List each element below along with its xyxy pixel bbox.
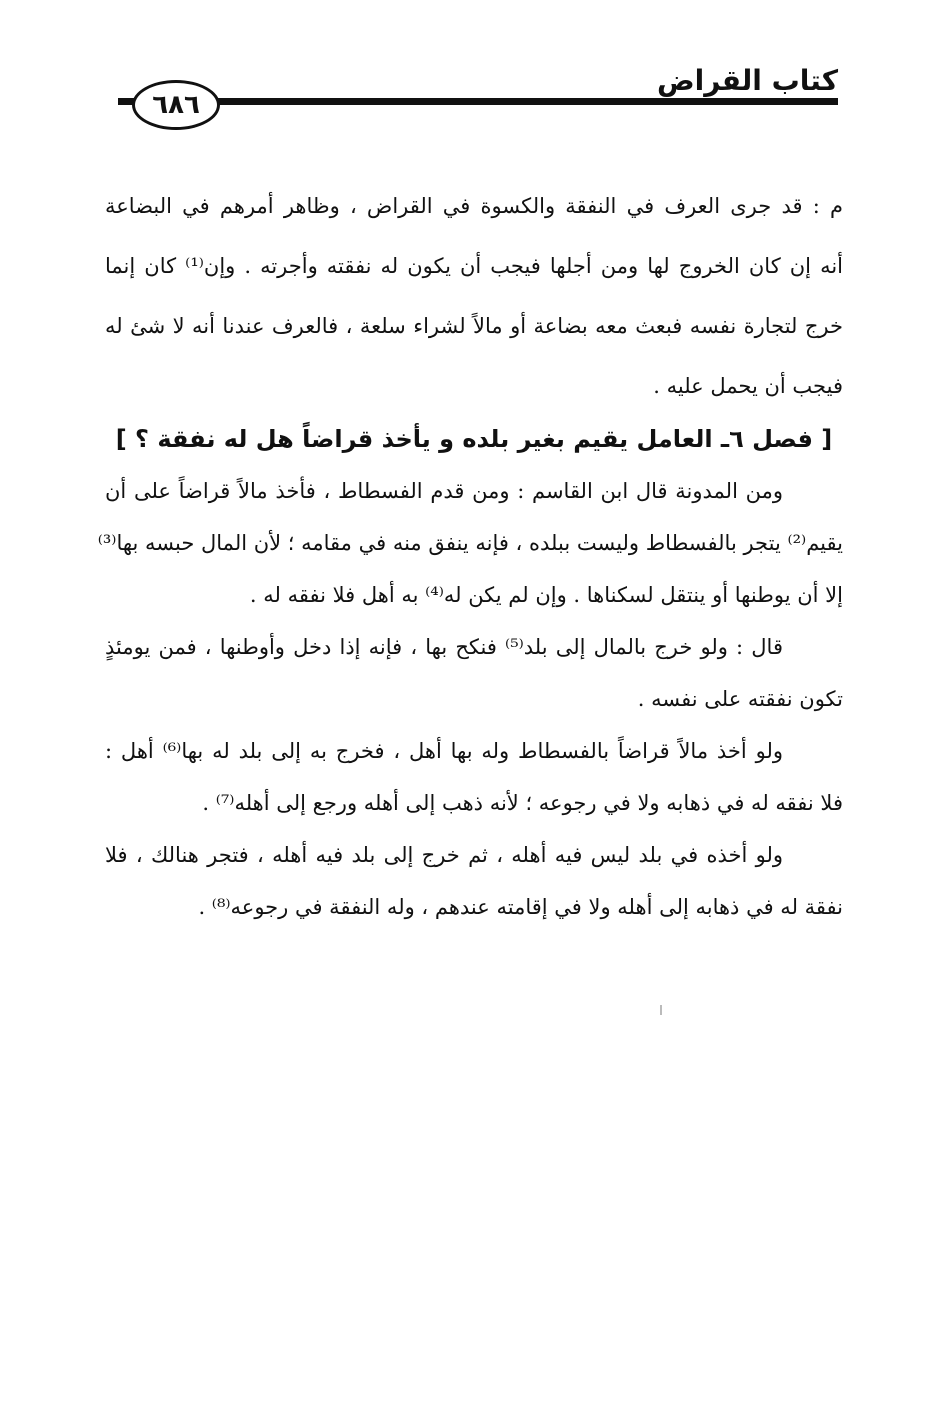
paragraph-line: م : قد جرى العرف في النفقة والكسوة في القراض ، وظاهر أمرهم في البضاعة	[105, 194, 843, 218]
section-line: يقيم⁽²⁾ يتجر بالفسطاط وليست ببلده ، فإنه ينفق منه في مقامه ؛ لأن المال حبسه بها⁽³⁾	[97, 531, 843, 555]
section-line: قال : ولو خرج بالمال إلى بلد⁽⁵⁾ فنكح بها ، فإنه إذا دخل وأوطنها ، فمن يومئذٍ	[105, 635, 783, 659]
section-line: ومن المدونة قال ابن القاسم : ومن قدم الفسطاط ، فأخذ مالاً قراضاً على أن	[105, 479, 783, 503]
section-line: إلا أن يوطنها أو ينتقل لسكناها . وإن لم يكن له⁽⁴⁾ به أهل فلا نفقه له .	[249, 583, 843, 607]
section-6	[97, 413, 843, 933]
header-rule	[118, 98, 838, 105]
scan-speck	[660, 1005, 662, 1015]
section-line: فلا نفقه له في ذهابه ولا في رجوعه ؛ لأنه ذهب إلى أهله ورجع إلى أهله⁽⁷⁾ .	[202, 791, 843, 815]
section-heading: [ فصل ٦ـ العامل يقيم بغير بلده و يأخذ قراضاً هل له نفقة ؟ ]	[115, 425, 833, 453]
section-line: نفقة له في ذهابه إلى أهله ولا في إقامته عندهم ، وله النفقة في رجوعه⁽⁸⁾ .	[198, 895, 843, 919]
page-number: ٦٨٦	[152, 90, 200, 120]
section-line: تكون نفقته على نفسه .	[637, 687, 843, 711]
paragraph-line: فيجب أن يحمل عليه .	[653, 374, 843, 398]
section-line: ولو أخذه في بلد ليس فيه أهله ، ثم خرج إلى بلد فيه أهله ، فتجر هنالك ، فلا	[105, 843, 783, 867]
page-number-badge	[132, 80, 220, 130]
paragraph-1	[105, 176, 843, 416]
paragraph-line: أنه إن كان الخروج لها ومن أجلها فيجب أن يكون له نفقته وأجرته . وإن⁽¹⁾ كان إنما	[105, 254, 844, 278]
section-line: ولو أخذ مالاً قراضاً بالفسطاط وله بها أهل ، فخرج به إلى بلد له بها⁽⁶⁾ أهل :	[105, 739, 783, 763]
book-title: كتاب القراض	[649, 64, 838, 97]
page-header	[118, 64, 838, 140]
paragraph-line: خرج لتجارة نفسه فبعث معه بضاعة أو مالاً لشراء سلعة ، فالعرف عندنا أنه لا شئ له	[105, 314, 843, 338]
